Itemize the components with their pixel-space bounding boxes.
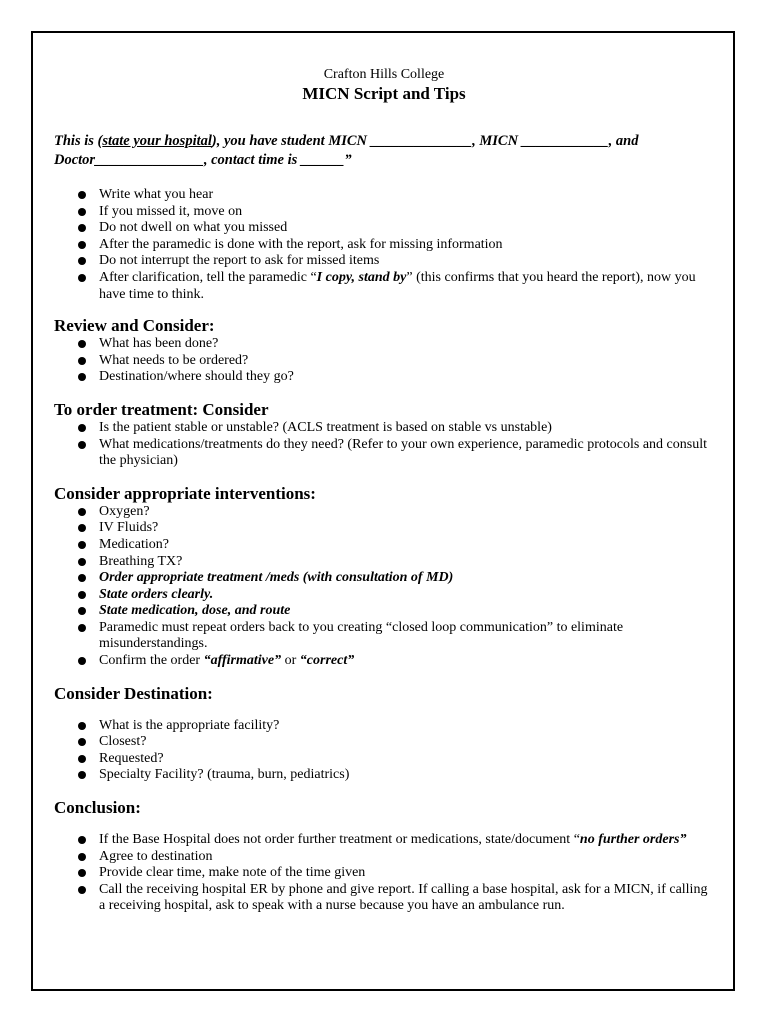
list-item: Requested?: [54, 751, 714, 768]
document-title: MICN Script and Tips: [302, 84, 466, 103]
interventions-list: [54, 504, 714, 670]
bullet-icon: [78, 257, 86, 265]
list-item: Order appropriate treatment /meds (with consultation of MD): [54, 570, 714, 587]
list-item: Is the patient stable or unstable? (ACLS treatment is based on stable vs unstable): [54, 420, 714, 437]
list-item: If the Base Hospital does not order further treatment or medications, state/document “no further orders”: [54, 832, 714, 849]
list-item: Medication?: [54, 537, 714, 554]
bullet-icon: [78, 558, 86, 566]
section-heading-destination: Consider Destination:: [54, 683, 213, 703]
list-item: Call the receiving hospital ER by phone and give report. If calling a base hospital, ask for a MICN, if calling a receiving hospital, ask to speak with a nurse because you have an ambulance run.: [54, 882, 714, 915]
section-heading-treatment: To order treatment: Consider: [54, 399, 269, 419]
bullet-icon: [78, 591, 86, 599]
bullet-icon: [78, 886, 86, 894]
list-item: Oxygen?: [54, 504, 714, 521]
list-item: Write what you hear: [54, 187, 714, 204]
bullet-icon: [78, 373, 86, 381]
script-prefix: This is (: [54, 133, 103, 149]
list-item: What needs to be ordered?: [54, 353, 714, 370]
bullet-icon: [78, 508, 86, 516]
list-item: What has been done?: [54, 336, 714, 353]
bullet-icon: [78, 424, 86, 432]
bullet-icon: [78, 191, 86, 199]
list-item: What is the appropriate facility?: [54, 718, 714, 735]
section-heading-conclusion: Conclusion:: [54, 798, 141, 818]
list-item: After clarification, tell the paramedic “I copy, stand by” (this confirms that you heard the report), now you have time to think.: [54, 270, 714, 303]
list-item: Do not interrupt the report to ask for missed items: [54, 253, 714, 270]
list-item: Specialty Facility? (trauma, burn, pediatrics): [54, 767, 714, 784]
bullet-icon: [78, 771, 86, 779]
list-item: Agree to destination: [54, 849, 714, 866]
bullet-icon: [78, 224, 86, 232]
bullet-icon: [78, 241, 86, 249]
list-item: State orders clearly.: [54, 587, 714, 604]
bullet-icon: [78, 624, 86, 632]
intro-list: [54, 187, 714, 303]
bullet-icon: [78, 738, 86, 746]
list-item: Paramedic must repeat orders back to you creating “closed loop communication” to eliminate misunderstandings.: [54, 620, 714, 653]
treatment-list: [54, 420, 714, 470]
review-list: [54, 336, 714, 386]
bullet-icon: [78, 657, 86, 665]
bullet-icon: [78, 441, 86, 449]
section-heading-interventions: Consider appropriate interventions:: [54, 483, 316, 503]
list-item: IV Fluids?: [54, 520, 714, 537]
list-item: Confirm the order “affirmative” or “correct”: [54, 653, 714, 670]
bullet-icon: [78, 853, 86, 861]
bullet-icon: [78, 722, 86, 730]
script-rest: ), you have student MICN ______________, MICN ____________, and Doctor_______________, contact time is ______”: [54, 133, 639, 168]
script-hospital: state your hospital: [102, 133, 212, 149]
list-item: What medications/treatments do they need? (Refer to your own experience, paramedic protocols and consult the physician): [54, 437, 714, 470]
list-item: Breathing TX?: [54, 554, 714, 571]
list-item: If you missed it, move on: [54, 204, 714, 221]
section-heading-review: Review and Consider:: [54, 316, 215, 336]
bullet-icon: [78, 274, 86, 282]
list-item: Destination/where should they go?: [54, 369, 714, 386]
list-item: State medication, dose, and route: [54, 603, 714, 620]
destination-list: [54, 718, 714, 784]
script-line: [54, 132, 714, 170]
conclusion-list: [54, 832, 714, 915]
college-name: Crafton Hills College: [323, 67, 445, 82]
document-body: [54, 66, 714, 915]
bullet-icon: [78, 869, 86, 877]
bullet-icon: [78, 607, 86, 615]
bullet-icon: [78, 524, 86, 532]
bullet-icon: [78, 574, 86, 582]
bullet-icon: [78, 755, 86, 763]
list-item: Closest?: [54, 734, 714, 751]
bullet-icon: [78, 836, 86, 844]
list-item: Provide clear time, make note of the time given: [54, 865, 714, 882]
list-item: Do not dwell on what you missed: [54, 220, 714, 237]
list-item: After the paramedic is done with the report, ask for missing information: [54, 237, 714, 254]
bullet-icon: [78, 208, 86, 216]
bullet-icon: [78, 340, 86, 348]
bullet-icon: [78, 357, 86, 365]
bullet-icon: [78, 541, 86, 549]
